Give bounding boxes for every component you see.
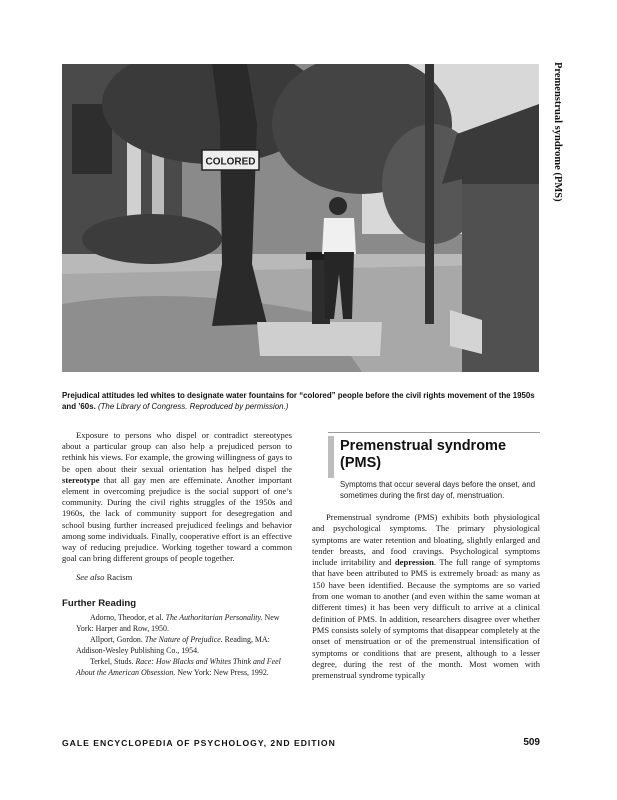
see-also	[62, 572, 292, 583]
running-head: Premenstrual syndrome (PMS)	[552, 62, 563, 202]
entry-definition: Symptoms that occur several days before the onset, and sometimes during the first day of, menstruation.	[340, 480, 536, 500]
entry-marker-bar	[328, 436, 334, 478]
paragraph-text: Premenstrual syndrome (PMS) exhibits both physiological and psychological symptoms. The primary physiological symptoms are water retention and bloating, slightly enlarged and tender breasts, and food cravings. Psychological symptoms include irritability and	[312, 512, 540, 568]
reference-item	[62, 612, 292, 634]
footer-publication: GALE ENCYCLOPEDIA OF PSYCHOLOGY, 2ND EDITION	[62, 738, 336, 748]
reference-title: Race: How Blacks and Whites Think and Feel About the American Obsession.	[76, 656, 281, 677]
reference-item	[62, 656, 292, 678]
reference-publisher: New York: New Press, 1992.	[175, 667, 269, 677]
see-also-link[interactable]: Racism	[106, 572, 133, 583]
paragraph-text: . The full range of symptoms that have been attributed to PMS is extremely broad: as many as 150 have been identified. Because the symptoms are so varied from one woman to another (and even within the same woman at different times) it has been very difficult to arrive at a clinical definition of PMS. In addition, researchers disagree over whether PMS consists solely of symptoms that disappear completely at the onset of menstruation or of the premenstrual intensification of symptoms or conditions that are present, although to a lesser degree, during the rest of the month. Most women with premenstrual syndrome typically	[312, 557, 540, 681]
reference-title: The Nature of Prejudice.	[144, 634, 223, 644]
see-also-label: See also	[76, 572, 105, 583]
reference-title: The Authoritarian Personality.	[165, 612, 263, 622]
paragraph	[312, 512, 540, 681]
reference-publisher: New York: Harper and Row, 1950.	[76, 612, 280, 633]
term-depression[interactable]: depression	[394, 557, 434, 568]
page-number: 509	[523, 737, 540, 748]
divider	[328, 432, 540, 433]
photo-caption	[62, 390, 542, 412]
photograph-icon	[62, 64, 539, 372]
paragraph-text: Exposure to persons who dispel or contradict stereotypes about a particular group can also help a prejudiced person to rethink his views. For example, the growing willingness of gays to be open about their sexual orientation has helped dispel the	[62, 430, 292, 474]
reference-author: Allport, Gordon.	[90, 634, 145, 644]
reference-author: Adorno, Theodor, et al.	[90, 612, 166, 622]
further-reading-heading: Further Reading	[62, 597, 137, 609]
entry-title: Premenstrual syndrome (PMS)	[340, 438, 507, 471]
left-column	[62, 430, 292, 678]
photograph	[62, 64, 539, 372]
reference-author: Terkel, Studs.	[90, 656, 136, 666]
reference-publisher: Reading, MA: Addison-Wesley Publishing Co., 1954.	[76, 634, 270, 655]
right-column	[312, 512, 540, 681]
sign-text: COLORED	[205, 156, 256, 168]
caption-credit: (The Library of Congress. Reproduced by permission.)	[97, 402, 289, 411]
term-stereotype[interactable]: stereotype	[62, 474, 100, 485]
paragraph	[62, 430, 292, 564]
caption-main: Prejudical attitudes led whites to designate water fountains for “colored” people before the civil rights movement of the 1950s and ’60s.	[62, 391, 535, 411]
entry-header	[328, 432, 540, 507]
paragraph-text: that all gay men are effeminate. Another important element in overcoming prejudice is the social support of one’s community. During the civil rights struggles of the 1950s and 1960s, the lack of community support for desegregation and school busing further increased prejudiced feelings and behavior among some individuals. Finally, cooperative effort is an effective way of reducing prejudice. Working together toward a common goal can bring different groups of people together.	[62, 474, 292, 564]
reference-item	[62, 634, 292, 656]
